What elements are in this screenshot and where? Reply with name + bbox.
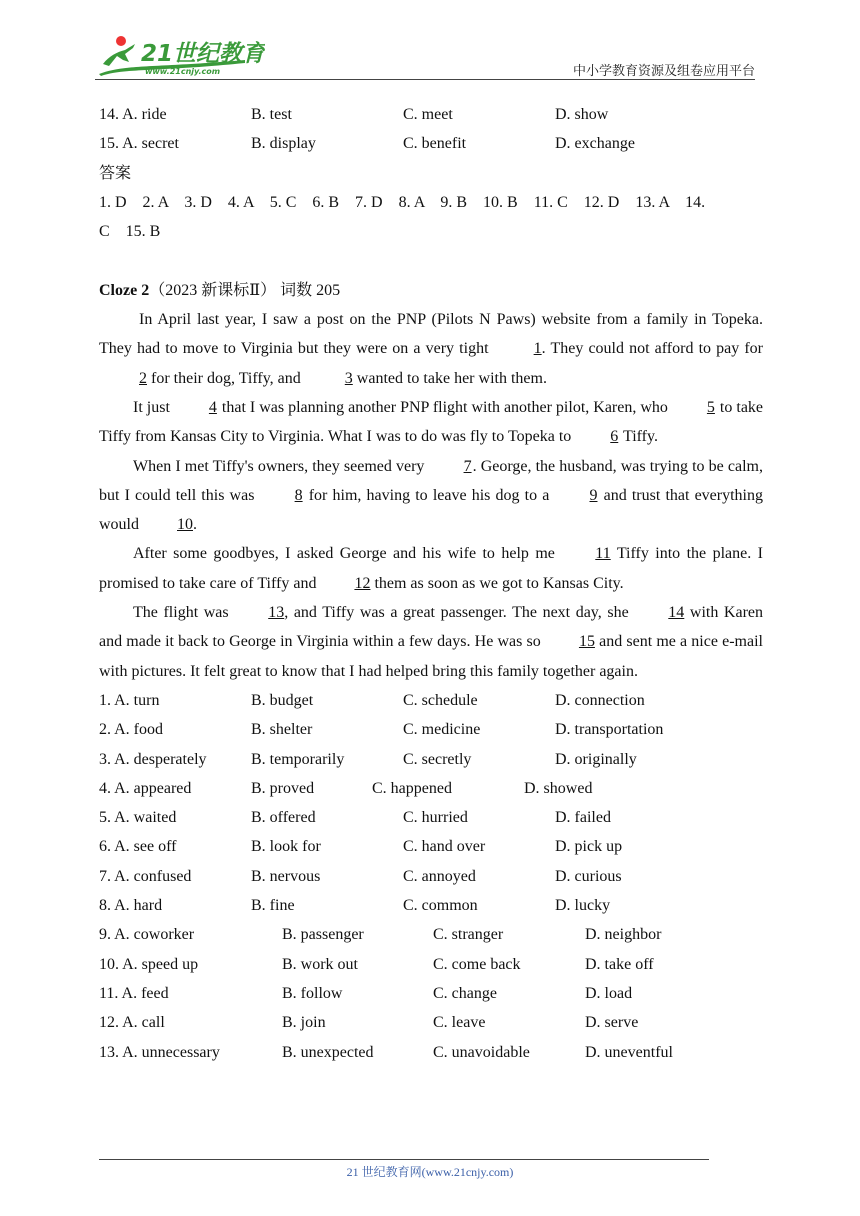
option-a: 1. A. turn (99, 691, 160, 709)
passage-text: When I met Tiffy's owners, they seemed very (133, 457, 429, 475)
option-c: C. happened (372, 779, 452, 797)
option-c: C. come back (433, 955, 521, 973)
passage-text: with Karen and made it back to George in Virginia within a few days. He was so (99, 604, 764, 651)
option-a: 13. A. unnecessary (99, 1043, 220, 1061)
option-row (99, 686, 763, 715)
option-b: B. display (251, 135, 316, 153)
option-d: D. pick up (555, 838, 623, 856)
passage-paragraph (99, 539, 763, 598)
option-d: D. failed (555, 809, 611, 827)
cloze-title (99, 276, 763, 305)
option-d: D. transportation (555, 721, 664, 739)
option-b: B. look for (251, 838, 321, 856)
answer-heading: 答案 (99, 164, 132, 182)
blank-number: 2 (139, 369, 147, 387)
blank-number: 7 (463, 457, 472, 475)
option-row (99, 891, 763, 920)
passage-text: to take Tiffy from Kansas City to Virginia. What I was to do was fly to Topeka to (99, 398, 764, 446)
option-c: C. schedule (403, 691, 478, 709)
option-a: 11. A. feed (99, 984, 169, 1002)
option-d: D. show (555, 106, 609, 123)
header-platform-text: 中小学教育资源及组卷应用平台 (572, 64, 755, 79)
option-b: B. join (282, 1014, 326, 1032)
option-b: B. budget (251, 691, 314, 709)
footer-text: 21 世纪教育网(www.21cnjy.com) (346, 1165, 514, 1179)
passage-text: that I was planning another PNP flight with another pilot, Karen, who (217, 398, 672, 416)
option-d: D. showed (524, 779, 593, 797)
option-a: 8. A. hard (99, 897, 163, 915)
option-a: 3. A. desperately (99, 750, 207, 768)
option-b: B. fine (251, 897, 295, 915)
blank-number: 8 (294, 486, 303, 504)
option-row (99, 715, 763, 744)
logo-text: 21世纪教育 (141, 41, 265, 67)
option-a: 10. A. speed up (99, 955, 199, 973)
blank-number: 6 (610, 428, 619, 446)
blank-number: 11 (595, 545, 611, 563)
logo-runner-icon (95, 34, 265, 80)
option-c: C. hurried (403, 809, 468, 827)
blank-number: 13 (268, 604, 285, 622)
option-d: D. uneventful (585, 1043, 673, 1061)
option-c: C. meet (403, 106, 453, 123)
option-a: 5. A. waited (99, 809, 177, 827)
blank-number: 12 (354, 574, 371, 592)
option-row (99, 862, 763, 891)
option-c: C. annoyed (403, 867, 476, 885)
spacer (99, 246, 763, 275)
cloze-title-rest: （2023 新课标Ⅱ） 词数 205 (149, 281, 341, 299)
option-c: C. secretly (403, 750, 472, 768)
passage-text: Tiffy into the plane. I promised to take care of Tiffy and (99, 545, 763, 592)
option-b: B. test (251, 106, 292, 123)
option-c: C. medicine (403, 721, 481, 739)
passage-text: . George, the husband, was trying to be calm, but I could tell this was (99, 457, 763, 504)
option-row (99, 832, 763, 861)
blank-number: 4 (208, 398, 217, 416)
option-d: D. curious (555, 867, 622, 885)
cloze-options (99, 686, 763, 1067)
option-d: D. lucky (555, 897, 611, 915)
option-a: 7. A. confused (99, 867, 192, 885)
option-row (99, 803, 763, 832)
site-logo (95, 34, 265, 80)
option-row (99, 774, 763, 803)
option-c: C. common (403, 897, 478, 915)
option-c: C. leave (433, 1014, 486, 1032)
passage-text: The flight was (133, 604, 235, 622)
option-row (99, 100, 763, 129)
option-d: D. exchange (555, 135, 635, 153)
passage-text: . (193, 516, 197, 534)
cloze-title-bold: Cloze 2 (99, 281, 150, 299)
option-b: B. offered (251, 809, 316, 827)
option-a: 4. A. appeared (99, 779, 192, 797)
blank-number: 14 (668, 604, 685, 622)
option-a: 2. A. food (99, 721, 163, 739)
option-d: D. connection (555, 691, 645, 709)
option-b: B. follow (282, 984, 343, 1002)
option-row (99, 950, 763, 979)
passage-text: It just (133, 398, 174, 416)
option-d: D. neighbor (585, 926, 662, 944)
passage-paragraph (99, 452, 763, 540)
blank-number: 5 (706, 398, 715, 416)
option-a: 6. A. see off (99, 838, 177, 856)
blank-number: 9 (589, 486, 598, 504)
option-b: B. proved (251, 779, 315, 797)
option-d: D. originally (555, 750, 637, 768)
option-c: C. hand over (403, 838, 486, 856)
passage-text: wanted to take her with them. (352, 369, 547, 387)
option-row (99, 1008, 763, 1037)
blank-number: 10 (177, 516, 193, 534)
passage-text: and sent me a nice e-mail with pictures. It felt great to know that I had helped bring this family together again. (99, 633, 763, 680)
option-d: D. take off (585, 955, 654, 973)
option-row (99, 745, 763, 774)
option-d: D. load (585, 984, 633, 1002)
passage-text: for their dog, Tiffy, and (147, 369, 305, 387)
option-c: C. unavoidable (433, 1043, 530, 1061)
footer-divider (99, 1159, 709, 1160)
passage-paragraph (99, 598, 763, 686)
option-row (99, 129, 763, 158)
option-b: B. work out (282, 955, 358, 973)
option-row (99, 920, 763, 949)
blank-number: 15 (578, 633, 595, 651)
option-b: B. shelter (251, 721, 313, 739)
passage-text: , and Tiffy was a great passenger. The next day, she (284, 604, 635, 622)
answer-line-1: 1. D 2. A 3. D 4. A 5. C 6. B 7. D 8. A 9. B 10. B 11. C 12. D 13. A 14. (99, 193, 706, 211)
option-a: 12. A. call (99, 1014, 165, 1032)
logo-url: www.21cnjy.com (145, 67, 221, 76)
option-c: C. stranger (433, 926, 504, 944)
passage-text: In April last year, I saw a post on the PNP (Pilots N Paws) website from a family in Topeka. They had to move to Virginia but they were on a very tight (99, 311, 763, 358)
passage-text: Tiffy. (619, 428, 658, 446)
option-row (99, 979, 763, 1008)
option-a: 14. A. ride (99, 106, 167, 123)
passage-text: and trust that everything would (99, 486, 763, 534)
option-b: B. nervous (251, 867, 321, 885)
passage-text: . They could not afford to pay for (541, 340, 764, 358)
option-b: B. temporarily (251, 750, 345, 768)
document-body (99, 100, 763, 1067)
option-a: 9. A. coworker (99, 926, 195, 944)
option-d: D. serve (585, 1014, 639, 1032)
blank-number: 1 (533, 340, 542, 358)
passage-text: them as soon as we got to Kansas City. (370, 574, 624, 592)
option-row (99, 1038, 763, 1067)
passage-paragraph (99, 305, 763, 393)
passage-paragraph (99, 393, 763, 452)
blank-number: 3 (344, 369, 353, 387)
option-b: B. unexpected (282, 1043, 374, 1061)
option-c: C. benefit (403, 135, 467, 153)
answer-line-2: C 15. B (99, 223, 161, 241)
option-b: B. passenger (282, 926, 364, 944)
passage-text: for him, having to leave his dog to a (303, 486, 555, 504)
option-c: C. change (433, 984, 497, 1002)
previous-options (99, 100, 763, 159)
passage-text: After some goodbyes, I asked George and his wife to help me (133, 545, 562, 563)
header-divider (95, 79, 755, 80)
cloze-passage (99, 305, 763, 686)
option-a: 15. A. secret (99, 135, 179, 153)
